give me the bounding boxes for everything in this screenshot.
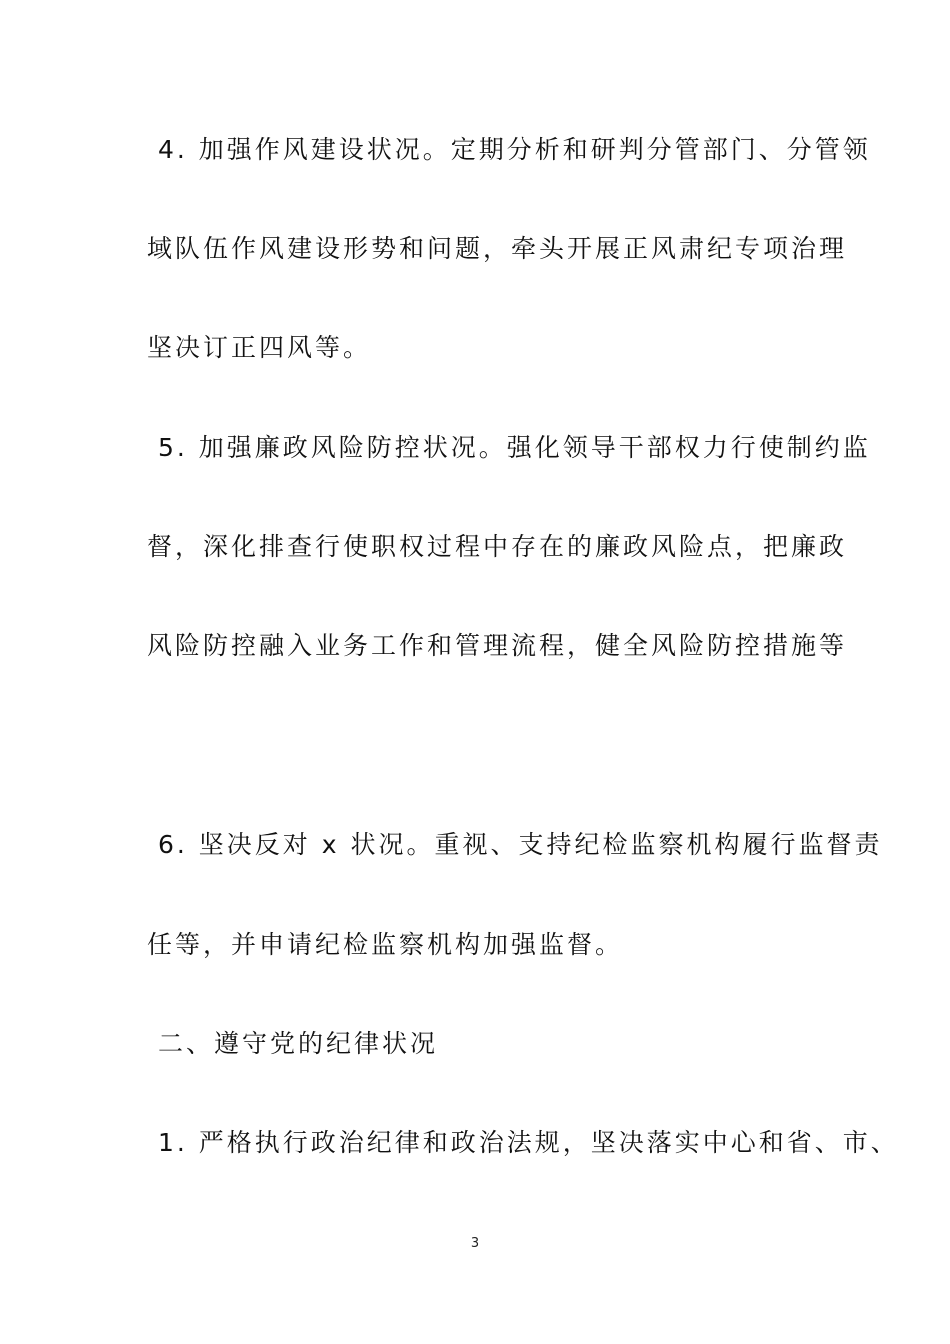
paragraph-6-line-1: 6. 坚决反对 x 状况。重视、支持纪检监察机构履行监督责 [158, 830, 883, 859]
paragraph-1-line-1: 1. 严格执行政治纪律和政治法规，坚决落实中心和省、市、 [158, 1128, 899, 1157]
paragraph-4-line-3: 坚决订正四风等。 [147, 333, 372, 362]
paragraph-5-line-1: 5. 加强廉政风险防控状况。强化领导干部权力行使制约监 [158, 433, 871, 462]
section-heading: 二、遵守党的纪律状况 [158, 1029, 439, 1058]
page-number: 3 [470, 1236, 480, 1251]
paragraph-4-line-1: 4. 加强作风建设状况。定期分析和研判分管部门、分管领 [158, 135, 871, 164]
paragraph-5-line-3: 风险防控融入业务工作和管理流程，健全风险防控措施等 [147, 631, 848, 660]
paragraph-5-line-2: 督，深化排查行使职权过程中存在的廉政风险点，把廉政 [147, 532, 848, 561]
paragraph-6-line-2: 任等，并申请纪检监察机构加强监督。 [147, 930, 624, 959]
paragraph-4-line-2: 域队伍作风建设形势和问题，牵头开展正风肃纪专项治理 [147, 234, 848, 263]
